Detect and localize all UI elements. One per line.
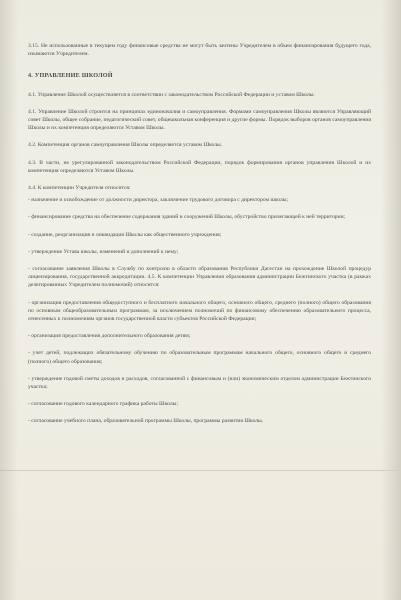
list-item: - назначение и освобождение от должности директора, заключение трудового договора с директором школы; — [28, 197, 289, 204]
list-item: - организация предоставления общедоступного и бесплатного начального общего, основного общего, среднего (полного) общего образования по основным общеобразовательным программам, за исключением полномочий по финансовому обеспечению образовательного процесса, отнесенных к полномочиям органов государственной власти субъектов Российской Федерации; — [28, 299, 371, 323]
section-heading: 4. УПРАВЛЕНИЕ ШКОЛОЙ — [28, 72, 113, 80]
paper-fold-line — [0, 470, 401, 471]
list-item: - создание, реорганизация и ликвидация Школы как общественного учреждения; — [28, 231, 222, 238]
list-item: - согласование заявления Школы в Службу по контролю в области образования Республики Дагестан на прохождение Школой процедур лицензирования, государственной аккредитации. 4.5. К компетенции Управления образования администрации Бежтинского участка (в рамках делегированных Учредителем полномочий) относится: — [28, 266, 371, 289]
list-item: - учет детей, подлежащих обязательному обучению по образовательным программам начального общего, основного общего и среднего (полного) общего образования; — [28, 350, 371, 365]
list-item: - согласование годового календарного графика работы Школы; — [28, 401, 178, 408]
list-item: - утверждение годовой сметы доходов и расходов, согласованной с финансовым и (или) экономическим отделом администрации Бежтинского участка; — [28, 375, 371, 391]
paragraph-4-1b: 4.1. Управление Школой строится на принципах единоначалия и самоуправления. Формами самоуправления Школы являются Управляющий совет Школы, общее собрание, педагогический совет, общешкольная конференция и другие формы. Порядок выборов органов самоуправления Школы и их компетенция определяются Уставом Школы. — [28, 108, 371, 132]
list-item: - согласование учебного плана, образовательной программы Школы, программы развития Школы. — [28, 418, 264, 425]
list-item: - финансирование средства на обеспечение содержания зданий и сооружений Школы, обустройство прилегающей к ней территории; — [28, 214, 346, 221]
paragraph-4-3: 4.3. В части, не урегулированной законодательством Российской Федерации, порядок формирования органов управления Школой и их компетенция определяются Уставом Школы. — [28, 159, 371, 174]
paragraph-3-15: 3.15. Не использованные в текущем году финансовые средства не могут быть зачтены Учредителем в объем финансирования будущего года, изымаются Учредителем. — [28, 43, 371, 58]
list-item: - утверждение Устава школы, изменений и дополнений к нему; — [28, 248, 179, 255]
list-item: - организация предоставления дополнительного образования детям; — [28, 333, 191, 340]
paragraph-4-4: 4.4. К компетенции Учредителя относится: — [28, 185, 131, 192]
paragraph-4-2: 4.2. Компетенция органов самоуправления Школы определяется уставом Школы. — [28, 142, 223, 149]
document-body — [28, 42, 371, 435]
paragraph-4-1: 4.1. Управление Школой осуществляется в соответствии с законодательством Российской Федерации и уставом Школы. — [28, 91, 315, 98]
